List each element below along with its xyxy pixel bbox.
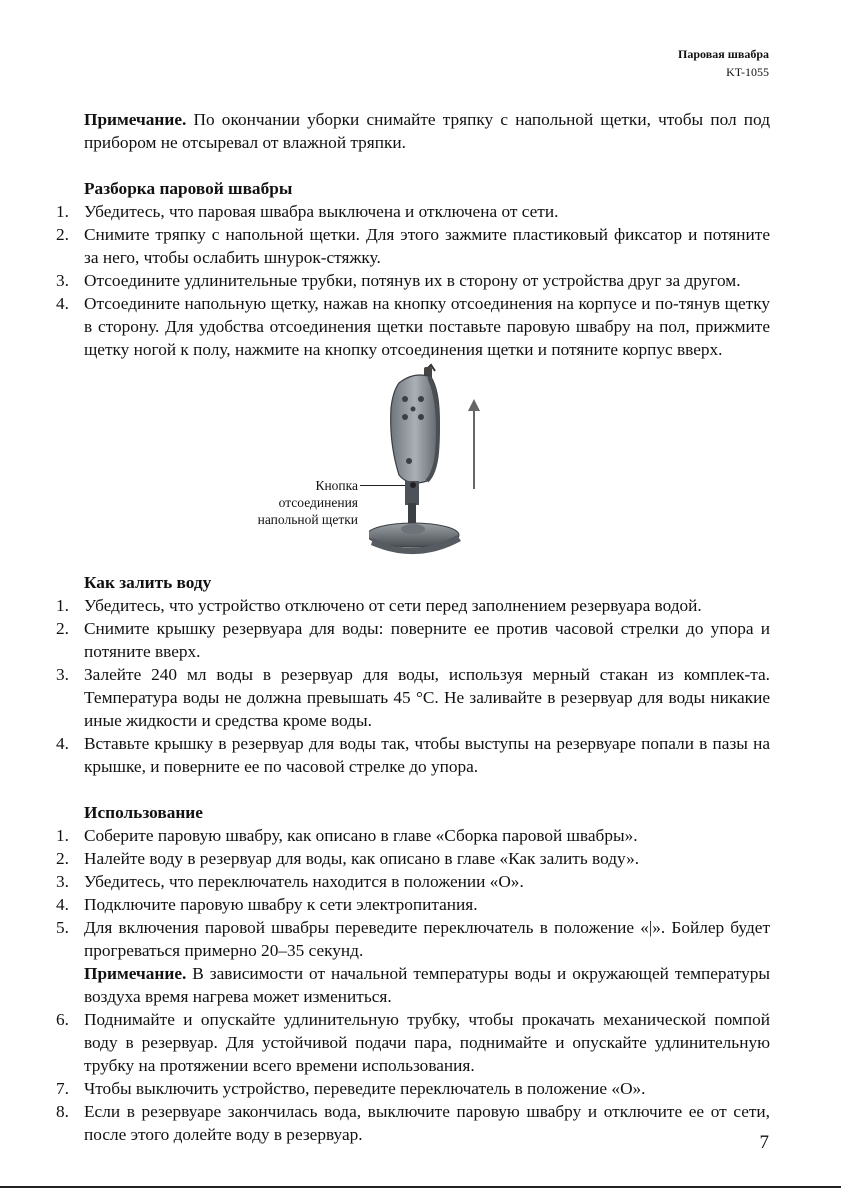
note-label: Примечание. bbox=[84, 964, 187, 983]
list-item: 3. Залейте 240 мл воды в резервуар для воды, используя мерный стакан из комплек-та. Температура воды не должна превышать 45 °C. Не заливайте в резервуар для воды никакие иные жидкости и средства кроме воды. bbox=[56, 665, 770, 730]
list-item: 1. Убедитесь, что устройство отключено от сети перед заполнением резервуара водой. bbox=[56, 596, 702, 615]
disassembly-list bbox=[56, 200, 770, 361]
section-heading-fill-water: Как залить воду bbox=[84, 573, 212, 592]
section-heading-usage: Использование bbox=[84, 803, 203, 822]
bottom-rule bbox=[0, 1186, 841, 1188]
section-heading-disassembly: Разборка паровой швабры bbox=[84, 179, 293, 198]
note-label: Примечание. bbox=[84, 110, 187, 129]
figure-detach-brush bbox=[84, 363, 770, 571]
list-item: 2. Налейте воду в резервуар для воды, как описано в главе «Как залить воду». bbox=[56, 849, 640, 868]
usage-note bbox=[84, 962, 770, 1008]
note-text: В зависимости от начальной температуры воды и окружающей температуры воздуха время нагрева может измениться. bbox=[84, 964, 770, 1006]
fill-water-list bbox=[56, 594, 770, 778]
figure-label: Кнопка отсоединения напольной щетки bbox=[257, 478, 358, 527]
list-item: 2. Снимите тряпку с напольной щетки. Для этого зажмите пластиковый фиксатор и потяните за него, чтобы ослабить шнурок-стяжку. bbox=[56, 225, 770, 267]
list-item: 2. Снимите крышку резервуара для воды: поверните ее против часовой стрелки до упора и потяните вверх. bbox=[56, 619, 770, 661]
list-item: 1. Убедитесь, что паровая швабра выключена и отключена от сети. bbox=[56, 202, 559, 221]
running-header-title: Паровая швабра bbox=[678, 47, 769, 61]
list-item: 3. Убедитесь, что переключатель находится в положении «O». bbox=[56, 872, 524, 891]
list-item: 1. Соберите паровую швабру, как описано в главе «Сборка паровой швабры». bbox=[56, 826, 638, 845]
list-item: 4. Отсоедините напольную щетку, нажав на кнопку отсоединения на корпусе и по-тянув щетку в сторону. Для удобства отсоединения щетки поставьте паровую швабру на пол, прижмите щетку ногой к полу, нажмите на кнопку отсоединения щетки и потяните корпус вверх. bbox=[56, 294, 770, 359]
note-text: По окончании уборки снимайте тряпку с напольной щетки, чтобы пол под прибором не отсыревал от влажной тряпки. bbox=[84, 110, 770, 152]
page-number: 7 bbox=[759, 1132, 769, 1153]
steam-mop-illustration bbox=[369, 363, 489, 569]
list-item: 4. Вставьте крышку в резервуар для воды так, чтобы выступы на резервуаре попали в пазы на крышке, и поверните ее по часовой стрелке до упора. bbox=[56, 734, 770, 776]
page-content bbox=[56, 108, 770, 1146]
list-item: 5. Для включения паровой швабры переведите переключатель в положение «|». Бойлер будет прогреваться примерно 20–35 секунд. bbox=[56, 918, 770, 960]
running-header-model: KT-1055 bbox=[726, 65, 769, 79]
intro-note bbox=[84, 108, 770, 154]
list-item: 4. Подключите паровую швабру к сети электропитания. bbox=[56, 895, 478, 914]
usage-list bbox=[56, 824, 770, 1146]
list-item: 3. Отсоедините удлинительные трубки, потянув их в сторону от устройства друг за другом. bbox=[56, 271, 741, 290]
list-item: 6. Поднимайте и опускайте удлинительную трубку, чтобы прокачать механической помпой воду в резервуар. Для устойчивой подачи пара, поднимайте и опускайте удлинительную трубку на протяжении всего времени использования. bbox=[56, 1010, 770, 1075]
list-item: 8. Если в резервуаре закончилась вода, выключите паровую швабру и отключите ее от сети, после этого долейте воду в резервуар. bbox=[56, 1102, 770, 1144]
list-item: 7. Чтобы выключить устройство, переведите переключатель в положение «O». bbox=[56, 1079, 646, 1098]
